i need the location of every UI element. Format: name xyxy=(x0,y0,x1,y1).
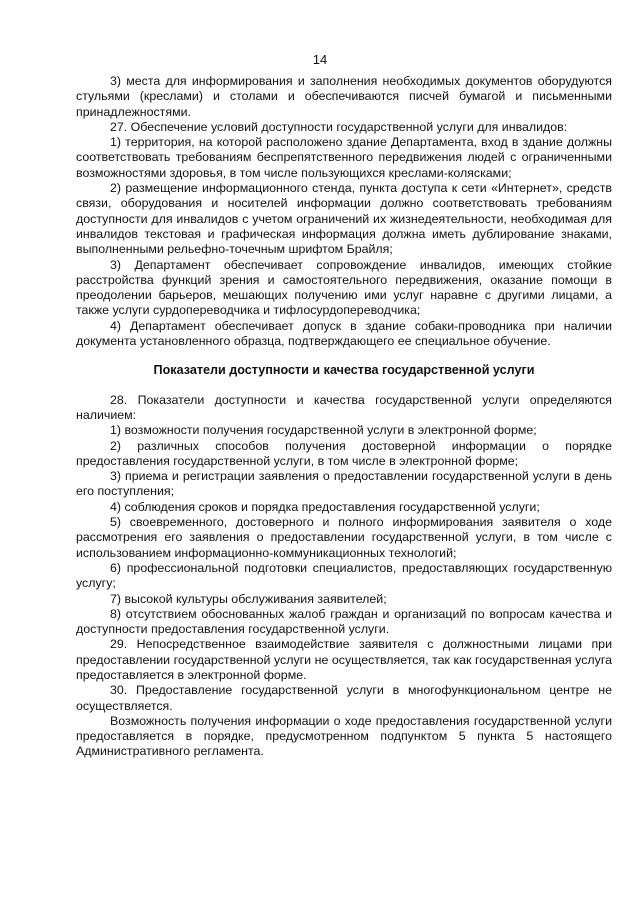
paragraph: 4) соблюдения сроков и порядка предоставления государственной услуги; xyxy=(110,499,540,514)
paragraph: 3) Департамент обеспечивает сопровождение инвалидов, имеющих стойкие расстройства функций зрения и самостоятельного передвижения, оказание помощи в преодолении барьеров, мешающих получению ими услуг наравне с другими лицами, а также услуги сурдопереводчика и тифлосурдопереводчика; xyxy=(76,257,612,318)
paragraph: 4) Департамент обеспечивает допуск в здание собаки-проводника при наличии документа установленного образца, подтверждающего ее специальное обучение. xyxy=(76,318,612,349)
paragraph: 1) территория, на которой расположено здание Департамента, вход в здание должны соответствовать требованиям беспрепятственного передвижения людей с ограниченными возможностями здоровья, в том числе пользующихся креслами-колясками; xyxy=(76,135,612,180)
paragraph: 5) своевременного, достоверного и полного информирования заявителя о ходе рассмотрения его заявления о предоставлении государственной услуги, в том числе с использованием информационно-коммуникационных технологий; xyxy=(76,515,612,560)
page-number: 14 xyxy=(312,52,328,67)
paragraph: 27. Обеспечение условий доступности государственной услуги для инвалидов: xyxy=(110,119,568,134)
section-heading: Показатели доступности и качества государственной услуги xyxy=(153,363,535,378)
paragraph: 28. Показатели доступности и качества государственной услуги определяются наличием: xyxy=(76,392,612,422)
paragraph: 29. Непосредственное взаимодействие заявителя с должностными лицами при предоставлении государственной услуги не осуществляется, так как государственная услуга предоставляется в электронной форме. xyxy=(76,637,612,682)
paragraph: 30. Предоставление государственной услуги в многофункциональном центре не осуществляется. xyxy=(76,683,612,713)
paragraph: 3) приема и регистрации заявления о предоставлении государственной услуги в день его поступления; xyxy=(76,469,612,499)
paragraph: Возможность получения информации о ходе предоставления государственной услуги предоставляется в порядке, предусмотренном подпунктом 5 пункта 5 настоящего Административного регламента. xyxy=(76,713,612,759)
paragraph: 1) возможности получения государственной услуги в электронной форме; xyxy=(110,423,537,438)
document-body xyxy=(76,74,612,760)
paragraph: 7) высокой культуры обслуживания заявителей; xyxy=(110,591,387,606)
paragraph: 6) профессиональной подготовки специалистов, предоставляющих государственную услугу; xyxy=(76,560,612,591)
paragraph: 2) размещение информационного стенда, пункта доступа к сети «Интернет», средств связи, оборудования и носителей информации должно соответствовать требованиям доступности для инвалидов с учетом ограничений их жизнедеятельности, необходимая для инвалидов текстовая и графическая информация должна иметь дублирование знаками, выполненными рельефно-точечным шрифтом Брайля; xyxy=(76,181,612,257)
paragraph: 8) отсутствием обоснованных жалоб граждан и организаций по вопросам качества и доступности предоставления государственной услуги. xyxy=(76,606,612,637)
paragraph: 2) различных способов получения достоверной информации о порядке предоставления государственной услуги, в том числе в электронной форме; xyxy=(76,438,612,468)
paragraph: 3) места для информирования и заполнения необходимых документов оборудуются стульями (креслами) и столами и обеспечиваются писчей бумагой и письменными принадлежностями. xyxy=(76,74,612,119)
